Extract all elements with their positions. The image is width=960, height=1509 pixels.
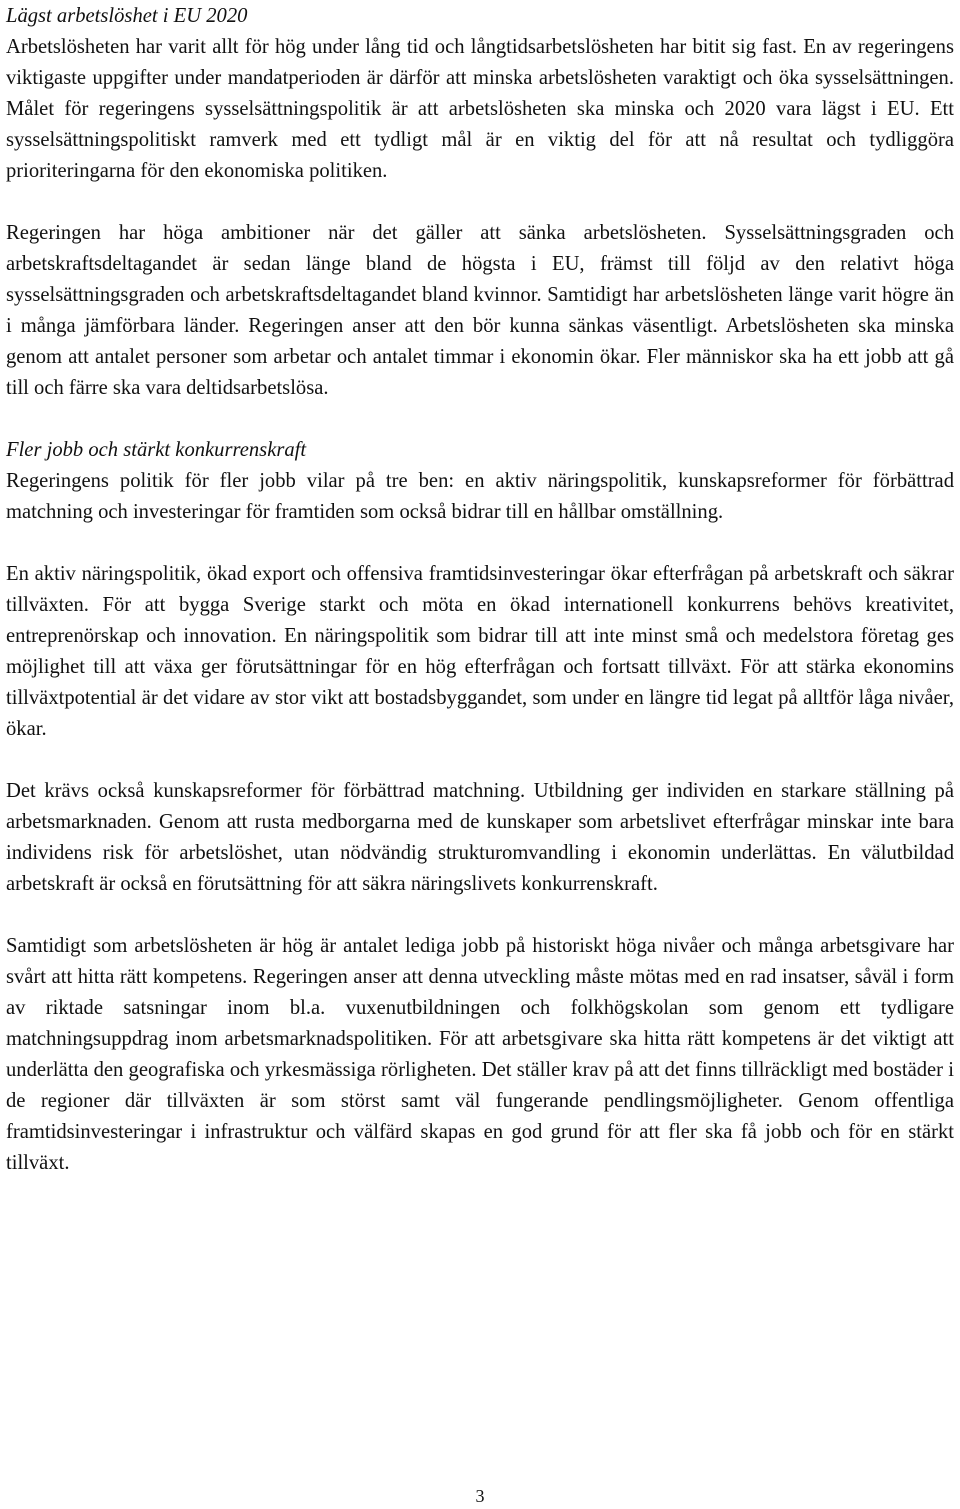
section-lowest-unemployment xyxy=(6,1,954,404)
paragraph: Regeringens politik för fler jobb vilar på tre ben: en aktiv näringspolitik, kunskapsreformer för förbättrad matchning och investeringar för framtiden som också bidrar till en hållbar omställning. xyxy=(6,470,954,523)
paragraph: Arbetslösheten har varit allt för hög under lång tid och långtidsarbetslösheten har bitit sig fast. En av regeringens viktigaste uppgifter under mandatperioden är därför att minska arbetslösheten varaktigt och öka sysselsättningen. Målet för regeringens sysselsättningspolitik är att arbetslösheten ska minska och 2020 vara lägst i EU. Ett sysselsättningspolitiskt ramverk med ett tydligt mål är en viktig del för att nå resultat och tydliggöra prioriteringarna för den ekonomiska politiken. xyxy=(6,36,954,182)
section-heading: Lägst arbetslöshet i EU 2020 xyxy=(6,5,248,27)
section-more-jobs-competitiveness xyxy=(6,435,954,1179)
section-heading: Fler jobb och stärkt konkurrenskraft xyxy=(6,439,307,461)
page-number: 3 xyxy=(475,1486,485,1506)
paragraph: Det krävs också kunskapsreformer för förbättrad matchning. Utbildning ger individen en starkare ställning på arbetsmarknaden. Genom att rusta medborgarna med de kunskaper som arbetslivet efterfrågar minskar inte bara individens risk för arbetslöshet, utan nödvändig strukturomvandling i ekonomin underlättas. En välutbildad arbetskraft är också en förutsättning för att säkra näringslivets konkurrenskraft. xyxy=(6,780,954,895)
paragraph: Samtidigt som arbetslösheten är hög är antalet lediga jobb på historiskt höga nivåer och många arbetsgivare har svårt att hitta rätt kompetens. Regeringen anser att denna utveckling måste mötas med en rad insatser, såväl i form av riktade satsningar inom bl.a. vuxenutbildningen och folkhögskolan som genom ett tydligare matchningsuppdrag inom arbetsmarknadspolitiken. För att arbetsgivare ska hitta rätt kompetens är det viktigt att underlätta den geografiska och yrkesmässiga rörligheten. Det ställer krav på att det finns tillräckligt med bostäder i de regioner där tillväxten är som störst samt väl fungerande pendlingsmöjligheter. Genom offentliga framtidsinvesteringar i infrastruktur och välfärd skapas en god grund för att fler ska få jobb och för en stärkt tillväxt. xyxy=(6,935,954,1174)
paragraph: En aktiv näringspolitik, ökad export och offensiva framtidsinvesteringar ökar efterfrågan på arbetskraft och säkrar tillväxten. För att bygga Sverige starkt och möta en ökad internationell konkurrens behövs kreativitet, entreprenörskap och innovation. En näringspolitik som bidrar till att inte minst små och medelstora företag ges möjlighet till att växa ger förutsättningar för en hög efterfrågan och fortsatt tillväxt. För att stärka ekonomins tillväxtpotential är det vidare av stor vikt att bostadsbyggandet, som under en längre tid legat på alltför låga nivåer, ökar. xyxy=(6,563,954,740)
paragraph: Regeringen har höga ambitioner när det gäller att sänka arbetslösheten. Sysselsättningsgraden och arbetskraftsdeltagandet är sedan länge bland de högsta i EU, främst till följd av den relativt höga sysselsättningsgraden och arbetskraftsdeltagandet bland kvinnor. Samtidigt har arbetslösheten länge varit högre än i många jämförbara länder. Regeringen anser att den bör kunna sänkas väsentligt. Arbetslösheten ska minska genom att antalet personer som arbetar och antalet timmar i ekonomin ökar. Fler människor ska ha ett jobb att gå till och färre ska vara deltidsarbetslösa. xyxy=(6,222,954,399)
